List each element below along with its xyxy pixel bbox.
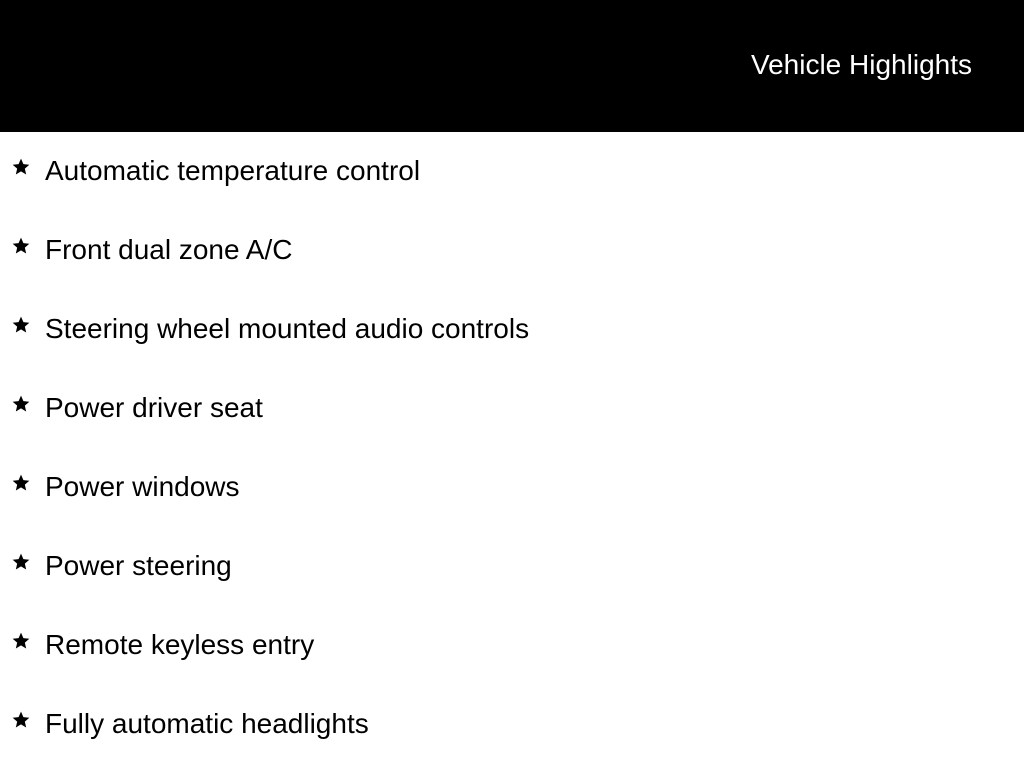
list-item xyxy=(0,448,1024,527)
highlight-label: Power driver seat xyxy=(45,392,263,423)
highlight-label: Remote keyless entry xyxy=(45,629,315,660)
list-item xyxy=(0,369,1024,448)
page-title: Vehicle Highlights xyxy=(750,49,972,80)
star-icon xyxy=(11,631,31,651)
list-item xyxy=(0,211,1024,290)
header-banner xyxy=(0,0,1024,132)
highlight-label: Power steering xyxy=(45,550,232,581)
star-icon xyxy=(11,710,31,730)
list-item xyxy=(0,527,1024,606)
star-icon xyxy=(11,552,31,572)
highlight-label: Automatic temperature control xyxy=(45,155,421,186)
star-icon xyxy=(11,394,31,414)
star-icon xyxy=(11,315,31,335)
highlight-label: Front dual zone A/C xyxy=(45,234,293,265)
highlight-label: Steering wheel mounted audio controls xyxy=(45,313,530,344)
list-item xyxy=(0,685,1024,764)
list-item xyxy=(0,606,1024,685)
list-item xyxy=(0,290,1024,369)
vehicle-highlights-list xyxy=(0,132,1024,764)
star-icon xyxy=(11,157,31,177)
star-icon xyxy=(11,473,31,493)
highlight-label: Power windows xyxy=(45,471,240,502)
star-icon xyxy=(11,236,31,256)
highlight-label: Fully automatic headlights xyxy=(45,708,369,739)
list-item xyxy=(0,132,1024,211)
